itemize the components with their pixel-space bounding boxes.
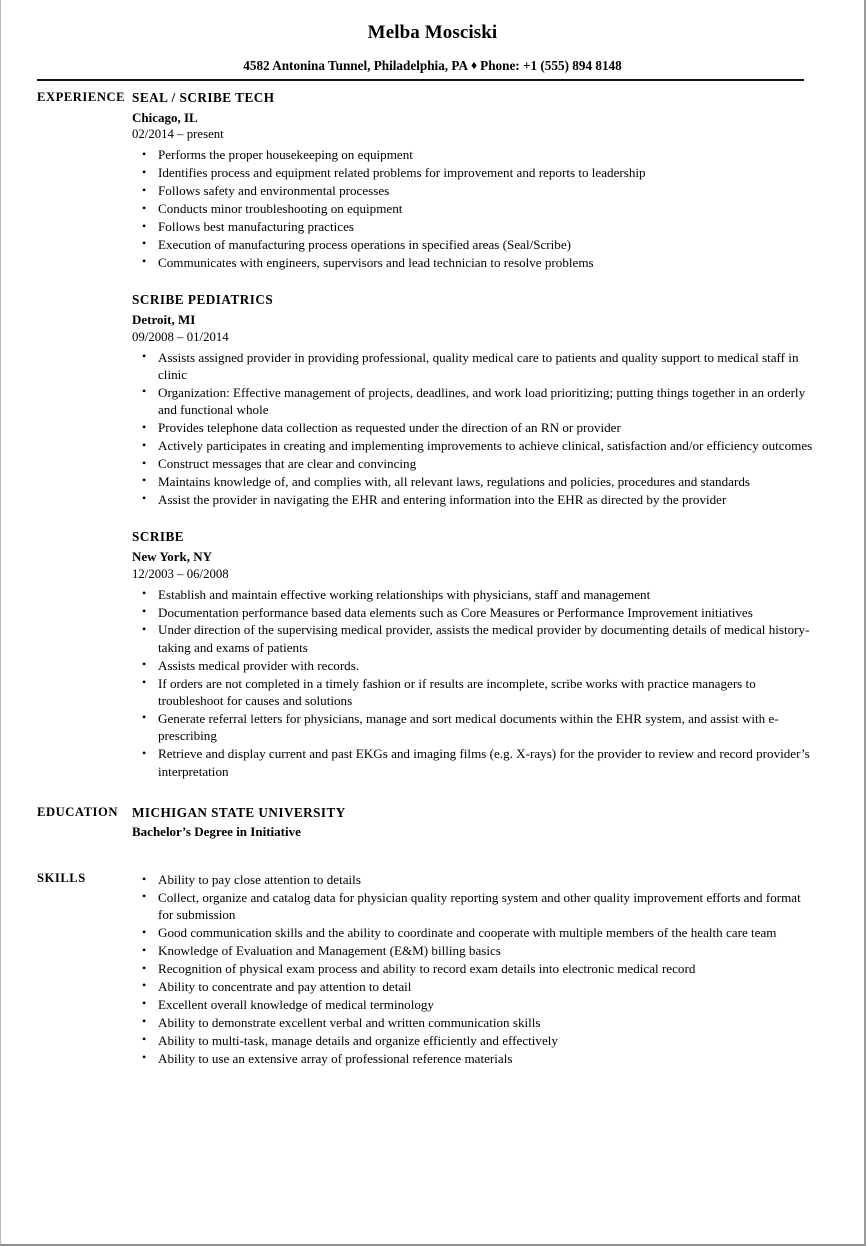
list-item: • Identifies process and equipment related problems for improvement and reports to leadership bbox=[132, 164, 818, 181]
experience-section-body bbox=[132, 90, 864, 781]
list-item: • Knowledge of Evaluation and Management (E&M) billing basics bbox=[132, 942, 818, 959]
list-item: • Assists medical provider with records. bbox=[132, 657, 818, 674]
list-item: • Documentation performance based data elements such as Core Measures or Performance Improvement initiatives bbox=[132, 604, 818, 621]
list-item: • Assists assigned provider in providing professional, quality medical care to patients and quality support to medical staff in clinic bbox=[132, 349, 818, 384]
diamond-separator-icon: ♦ bbox=[471, 57, 478, 72]
job-responsibility-list bbox=[132, 146, 818, 271]
list-item: • Communicates with engineers, supervisors and lead technician to resolve problems bbox=[132, 254, 818, 271]
experience-section bbox=[1, 90, 864, 781]
education-entry bbox=[132, 805, 818, 841]
job-location: Chicago, IL bbox=[132, 109, 198, 125]
education-section bbox=[1, 805, 864, 841]
list-item: • Generate referral letters for physicians, manage and sort medical documents within the EHR system, and assist with e-prescribing bbox=[132, 710, 818, 745]
resume-header bbox=[1, 0, 864, 73]
job-location: Detroit, MI bbox=[132, 311, 196, 327]
job-responsibility-list bbox=[132, 586, 818, 780]
education-section-label: EDUCATION bbox=[37, 804, 118, 819]
education-section-body bbox=[132, 805, 864, 841]
job-title: SCRIBE PEDIATRICS bbox=[132, 292, 274, 308]
job-dates: 09/2008 – 01/2014 bbox=[132, 329, 229, 344]
job-title: SEAL / SCRIBE TECH bbox=[132, 90, 275, 106]
list-item: • Assist the provider in navigating the EHR and entering information into the EHR as directed by the provider bbox=[132, 491, 818, 508]
list-item: • Recognition of physical exam process and ability to record exam details into electronic medical record bbox=[132, 960, 818, 977]
skills-section-body bbox=[132, 871, 864, 1067]
list-item: • Establish and maintain effective working relationships with physicians, staff and management bbox=[132, 586, 818, 603]
candidate-name: Melba Mosciski bbox=[367, 22, 498, 43]
candidate-address: 4582 Antonina Tunnel, Philadelphia, PA bbox=[243, 57, 469, 73]
list-item: • Maintains knowledge of, and complies with, all relevant laws, regulations and policies, procedures and standards bbox=[132, 473, 818, 490]
candidate-contact-line bbox=[1, 58, 864, 73]
list-item: • Execution of manufacturing process operations in specified areas (Seal/Scribe) bbox=[132, 236, 818, 253]
job-responsibility-list bbox=[132, 349, 818, 509]
skills-section bbox=[1, 871, 864, 1067]
header-divider bbox=[37, 79, 804, 81]
list-item: • Ability to concentrate and pay attention to detail bbox=[132, 978, 818, 995]
list-item: • Follows safety and environmental processes bbox=[132, 182, 818, 199]
list-item: • Provides telephone data collection as requested under the direction of an RN or provider bbox=[132, 419, 818, 436]
list-item: • Organization: Effective management of projects, deadlines, and work load prioritizing; putting things together in an orderly and functional whole bbox=[132, 384, 818, 419]
job-location: New York, NY bbox=[132, 548, 213, 564]
skills-list bbox=[132, 871, 818, 1067]
list-item: • Ability to demonstrate excellent verbal and written communication skills bbox=[132, 1014, 818, 1031]
list-item: • Ability to multi-task, manage details and organize efficiently and effectively bbox=[132, 1032, 818, 1049]
skills-section-label: SKILLS bbox=[37, 871, 86, 885]
job-entry bbox=[132, 90, 818, 271]
list-item: • Construct messages that are clear and convincing bbox=[132, 455, 818, 472]
list-item: • Retrieve and display current and past EKGs and imaging films (e.g. X-rays) for the provider to review and record provider’s interpretation bbox=[132, 745, 818, 780]
job-entry bbox=[132, 529, 818, 780]
list-item: • Ability to use an extensive array of professional reference materials bbox=[132, 1050, 818, 1067]
candidate-phone: Phone: +1 (555) 894 8148 bbox=[480, 57, 622, 73]
experience-section-label: EXPERIENCE bbox=[37, 90, 126, 105]
list-item: • Ability to pay close attention to details bbox=[132, 871, 818, 888]
list-item: • Conducts minor troubleshooting on equipment bbox=[132, 200, 818, 217]
list-item: • Actively participates in creating and implementing improvements to achieve clinical, satisfaction and/or efficiency outcomes bbox=[132, 437, 818, 454]
job-entry bbox=[132, 292, 818, 508]
education-degree: Bachelor’s Degree in Initiative bbox=[132, 824, 301, 840]
list-item: • Good communication skills and the ability to coordinate and cooperate with multiple members of the health care team bbox=[132, 924, 818, 941]
list-item: • Follows best manufacturing practices bbox=[132, 218, 818, 235]
education-school: MICHIGAN STATE UNIVERSITY bbox=[132, 804, 346, 820]
list-item: • Performs the proper housekeeping on equipment bbox=[132, 146, 818, 163]
job-dates: 02/2014 – present bbox=[132, 127, 224, 142]
list-item: • If orders are not completed in a timely fashion or if results are incomplete, scribe works with practice managers to troubleshoot for causes and solutions bbox=[132, 675, 818, 710]
job-title: SCRIBE bbox=[132, 529, 185, 545]
list-item: • Collect, organize and catalog data for physician quality reporting system and other quality improvement efforts and format for submission bbox=[132, 889, 818, 924]
list-item: • Under direction of the supervising medical provider, assists the medical provider by documenting details of medical history-taking and exams of patients bbox=[132, 621, 818, 656]
resume-sheet bbox=[1, 0, 864, 1244]
list-item: • Excellent overall knowledge of medical terminology bbox=[132, 996, 818, 1013]
job-dates: 12/2003 – 06/2008 bbox=[132, 566, 229, 581]
